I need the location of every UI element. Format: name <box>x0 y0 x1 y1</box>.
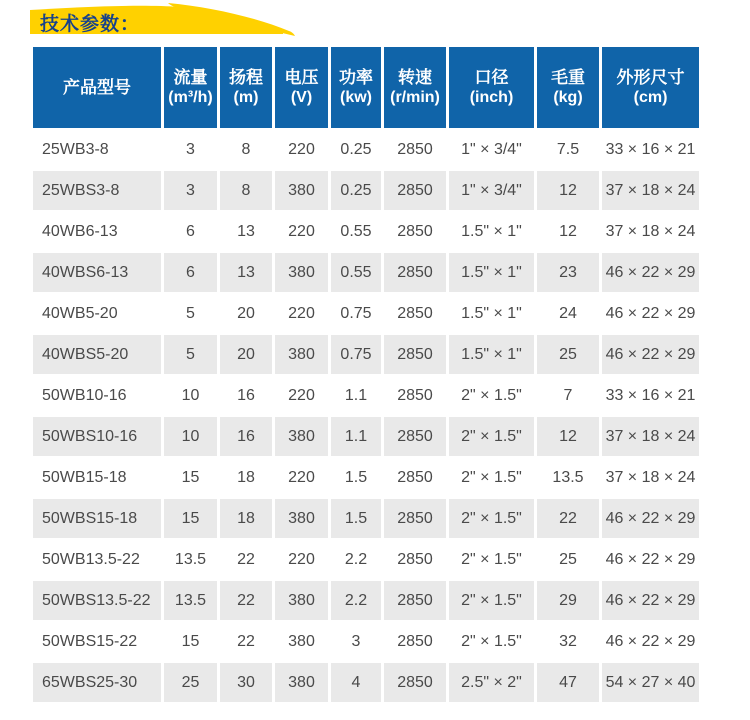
cell-speed: 2850 <box>384 130 446 169</box>
cell-power: 0.25 <box>331 171 381 210</box>
table-row <box>33 499 699 538</box>
cell-dims: 46 × 22 × 29 <box>602 253 699 292</box>
table-row <box>33 253 699 292</box>
cell-speed: 2850 <box>384 253 446 292</box>
cell-weight: 12 <box>537 417 599 456</box>
column-header-power <box>331 47 381 128</box>
cell-power: 2.2 <box>331 540 381 579</box>
cell-dims: 33 × 16 × 21 <box>602 130 699 169</box>
cell-weight: 7.5 <box>537 130 599 169</box>
column-header-speed <box>384 47 446 128</box>
cell-model: 50WBS13.5-22 <box>33 581 161 620</box>
cell-diameter: 1.5" × 1" <box>449 212 534 251</box>
cell-voltage: 380 <box>275 581 328 620</box>
cell-speed: 2850 <box>384 294 446 333</box>
cell-head: 8 <box>220 171 272 210</box>
column-unit: (r/min) <box>390 89 440 106</box>
cell-voltage: 220 <box>275 212 328 251</box>
column-header-head <box>220 47 272 128</box>
cell-power: 1.5 <box>331 499 381 538</box>
cell-diameter: 1" × 3/4" <box>449 130 534 169</box>
cell-speed: 2850 <box>384 540 446 579</box>
cell-head: 18 <box>220 499 272 538</box>
column-name: 功率 <box>339 68 373 87</box>
cell-flow: 25 <box>164 663 217 702</box>
cell-voltage: 220 <box>275 130 328 169</box>
cell-model: 50WB10-16 <box>33 376 161 415</box>
column-name: 毛重 <box>551 68 585 87</box>
cell-model: 50WBS15-18 <box>33 499 161 538</box>
column-header-model <box>33 47 161 128</box>
cell-model: 25WB3-8 <box>33 130 161 169</box>
cell-flow: 5 <box>164 335 217 374</box>
cell-diameter: 2" × 1.5" <box>449 581 534 620</box>
table-row <box>33 376 699 415</box>
column-unit: (inch) <box>469 89 514 106</box>
cell-head: 20 <box>220 294 272 333</box>
cell-flow: 6 <box>164 253 217 292</box>
cell-dims: 37 × 18 × 24 <box>602 171 699 210</box>
cell-flow: 15 <box>164 458 217 497</box>
cell-diameter: 2" × 1.5" <box>449 540 534 579</box>
cell-speed: 2850 <box>384 663 446 702</box>
column-unit: (V) <box>290 89 313 106</box>
column-header-flow <box>164 47 217 128</box>
cell-flow: 3 <box>164 171 217 210</box>
cell-diameter: 2" × 1.5" <box>449 499 534 538</box>
cell-weight: 12 <box>537 212 599 251</box>
cell-diameter: 2" × 1.5" <box>449 376 534 415</box>
column-name: 扬程 <box>229 68 263 87</box>
cell-flow: 10 <box>164 417 217 456</box>
cell-head: 20 <box>220 335 272 374</box>
cell-weight: 23 <box>537 253 599 292</box>
cell-power: 1.1 <box>331 417 381 456</box>
table-row <box>33 294 699 333</box>
cell-flow: 5 <box>164 294 217 333</box>
cell-head: 22 <box>220 540 272 579</box>
column-header-weight <box>537 47 599 128</box>
cell-power: 1.5 <box>331 458 381 497</box>
spec-table <box>30 45 702 704</box>
cell-speed: 2850 <box>384 417 446 456</box>
cell-voltage: 220 <box>275 540 328 579</box>
column-unit: (m³/h) <box>168 89 213 106</box>
cell-voltage: 220 <box>275 376 328 415</box>
cell-dims: 54 × 27 × 40 <box>602 663 699 702</box>
cell-weight: 13.5 <box>537 458 599 497</box>
column-unit: (kg) <box>553 89 583 106</box>
cell-speed: 2850 <box>384 171 446 210</box>
table-row <box>33 540 699 579</box>
cell-diameter: 2" × 1.5" <box>449 622 534 661</box>
cell-diameter: 2" × 1.5" <box>449 417 534 456</box>
cell-head: 16 <box>220 417 272 456</box>
column-name: 外形尺寸 <box>616 68 685 87</box>
column-unit: (m) <box>233 89 259 106</box>
cell-voltage: 380 <box>275 417 328 456</box>
cell-power: 0.25 <box>331 130 381 169</box>
cell-head: 30 <box>220 663 272 702</box>
cell-dims: 37 × 18 × 24 <box>602 212 699 251</box>
cell-weight: 32 <box>537 622 599 661</box>
cell-power: 0.55 <box>331 253 381 292</box>
table-row <box>33 335 699 374</box>
cell-speed: 2850 <box>384 376 446 415</box>
cell-flow: 10 <box>164 376 217 415</box>
cell-model: 40WB6-13 <box>33 212 161 251</box>
cell-speed: 2850 <box>384 335 446 374</box>
table-row <box>33 581 699 620</box>
cell-dims: 46 × 22 × 29 <box>602 540 699 579</box>
cell-voltage: 380 <box>275 171 328 210</box>
cell-model: 50WBS10-16 <box>33 417 161 456</box>
header-row <box>33 47 699 128</box>
cell-power: 0.75 <box>331 335 381 374</box>
column-name: 电压 <box>284 68 319 87</box>
cell-voltage: 380 <box>275 499 328 538</box>
cell-weight: 25 <box>537 540 599 579</box>
cell-head: 13 <box>220 212 272 251</box>
column-unit: (cm) <box>633 89 668 106</box>
cell-flow: 3 <box>164 130 217 169</box>
section-title-banner <box>30 1 300 39</box>
column-name: 产品型号 <box>63 78 131 97</box>
cell-model: 25WBS3-8 <box>33 171 161 210</box>
cell-diameter: 1" × 3/4" <box>449 171 534 210</box>
cell-power: 4 <box>331 663 381 702</box>
table-row <box>33 171 699 210</box>
column-header-dims <box>602 47 699 128</box>
cell-model: 65WBS25-30 <box>33 663 161 702</box>
cell-weight: 47 <box>537 663 599 702</box>
cell-power: 3 <box>331 622 381 661</box>
cell-dims: 46 × 22 × 29 <box>602 294 699 333</box>
cell-speed: 2850 <box>384 458 446 497</box>
column-unit: (kw) <box>340 89 372 106</box>
cell-model: 40WBS5-20 <box>33 335 161 374</box>
column-name: 流量 <box>173 68 208 87</box>
column-name: 转速 <box>398 68 432 87</box>
cell-head: 8 <box>220 130 272 169</box>
section-title: 技术参数： <box>40 14 141 35</box>
column-header-voltage <box>275 47 328 128</box>
cell-head: 18 <box>220 458 272 497</box>
cell-speed: 2850 <box>384 581 446 620</box>
cell-model: 50WBS15-22 <box>33 622 161 661</box>
cell-diameter: 1.5" × 1" <box>449 253 534 292</box>
table-row <box>33 212 699 251</box>
cell-voltage: 380 <box>275 335 328 374</box>
cell-voltage: 220 <box>275 294 328 333</box>
cell-weight: 12 <box>537 171 599 210</box>
cell-power: 2.2 <box>331 581 381 620</box>
spec-table-body <box>33 130 699 702</box>
cell-speed: 2850 <box>384 212 446 251</box>
table-row <box>33 458 699 497</box>
cell-voltage: 380 <box>275 663 328 702</box>
cell-speed: 2850 <box>384 622 446 661</box>
cell-model: 40WBS6-13 <box>33 253 161 292</box>
cell-head: 22 <box>220 581 272 620</box>
cell-diameter: 2.5" × 2" <box>449 663 534 702</box>
cell-power: 1.1 <box>331 376 381 415</box>
cell-voltage: 380 <box>275 622 328 661</box>
cell-flow: 13.5 <box>164 540 217 579</box>
cell-model: 50WB13.5-22 <box>33 540 161 579</box>
table-row <box>33 417 699 456</box>
cell-power: 0.75 <box>331 294 381 333</box>
cell-dims: 46 × 22 × 29 <box>602 499 699 538</box>
column-name: 口径 <box>474 68 509 87</box>
cell-diameter: 1.5" × 1" <box>449 294 534 333</box>
cell-diameter: 1.5" × 1" <box>449 335 534 374</box>
cell-dims: 33 × 16 × 21 <box>602 376 699 415</box>
cell-flow: 15 <box>164 499 217 538</box>
cell-head: 13 <box>220 253 272 292</box>
cell-speed: 2850 <box>384 499 446 538</box>
cell-power: 0.55 <box>331 212 381 251</box>
table-row <box>33 130 699 169</box>
table-row <box>33 622 699 661</box>
cell-dims: 37 × 18 × 24 <box>602 417 699 456</box>
cell-voltage: 220 <box>275 458 328 497</box>
cell-head: 22 <box>220 622 272 661</box>
cell-weight: 22 <box>537 499 599 538</box>
cell-model: 40WB5-20 <box>33 294 161 333</box>
cell-dims: 37 × 18 × 24 <box>602 458 699 497</box>
cell-flow: 6 <box>164 212 217 251</box>
cell-weight: 24 <box>537 294 599 333</box>
cell-head: 16 <box>220 376 272 415</box>
cell-dims: 46 × 22 × 29 <box>602 581 699 620</box>
cell-model: 50WB15-18 <box>33 458 161 497</box>
cell-flow: 13.5 <box>164 581 217 620</box>
table-row <box>33 663 699 702</box>
cell-diameter: 2" × 1.5" <box>449 458 534 497</box>
cell-flow: 15 <box>164 622 217 661</box>
cell-weight: 25 <box>537 335 599 374</box>
cell-voltage: 380 <box>275 253 328 292</box>
column-header-diameter <box>449 47 534 128</box>
cell-weight: 29 <box>537 581 599 620</box>
cell-dims: 46 × 22 × 29 <box>602 622 699 661</box>
cell-dims: 46 × 22 × 29 <box>602 335 699 374</box>
cell-weight: 7 <box>537 376 599 415</box>
